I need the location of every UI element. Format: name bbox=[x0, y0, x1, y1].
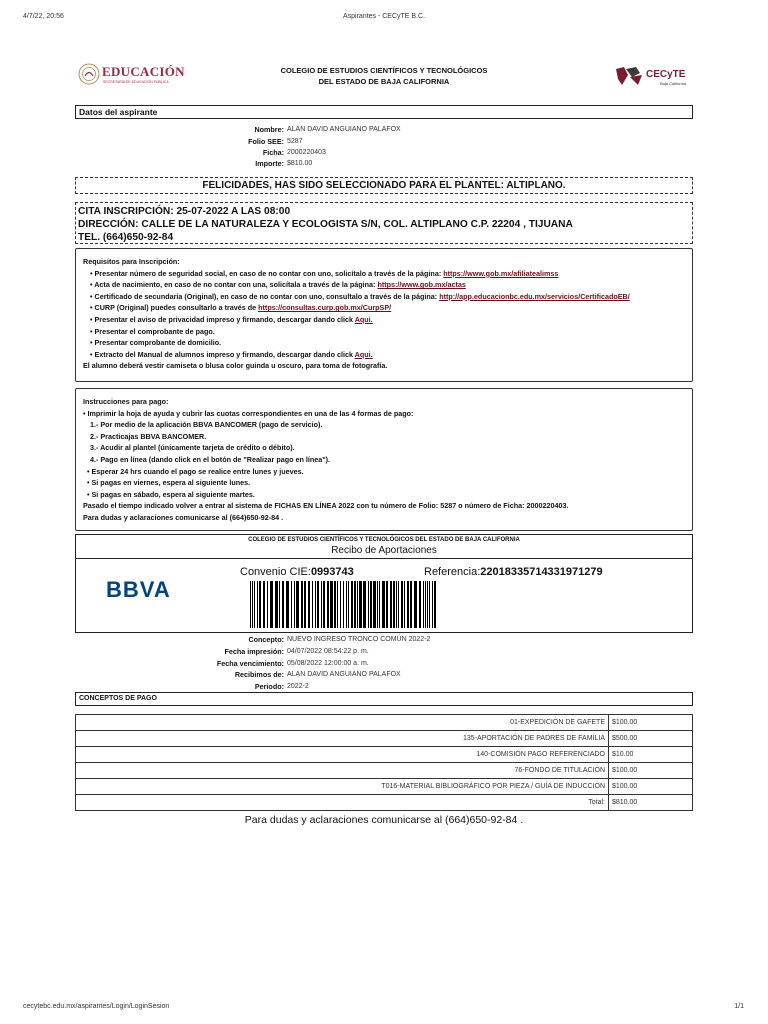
convenio-cie bbox=[240, 566, 354, 578]
print-url: cecytebc.edu.mx/aspirantes/Login/LoginSesion bbox=[23, 1003, 170, 1010]
folio-see-value: 5287 bbox=[287, 138, 303, 145]
ficha-label: Ficha: bbox=[262, 148, 284, 157]
cecyte-emblem-icon bbox=[614, 65, 646, 89]
amount-cell: $100.00 bbox=[609, 763, 693, 779]
recibimos-de-value: ALAN DAVID ANGUIANO PALAFOX bbox=[287, 671, 401, 678]
educacion-logo-text: EDUCACIÓN bbox=[102, 64, 185, 79]
cecyte-logo-text: CECyTE bbox=[646, 69, 686, 80]
header-title-line1: COLEGIO DE ESTUDIOS CIENTÍFICOS Y TECNOLÓGICOS bbox=[280, 66, 488, 75]
table-row bbox=[76, 715, 693, 731]
fecha-vencimiento-value: 05/08/2022 12:00:00 a. m. bbox=[287, 660, 369, 667]
requirement-item: • Presentar comprobante de domicilio. bbox=[90, 338, 222, 348]
receipt-title: Recibo de Aportaciones bbox=[331, 545, 437, 556]
payment-line: • Si pagas en viernes, espera al siguiente lunes. bbox=[87, 478, 251, 488]
requirement-item: • Presentar el aviso de privacidad impreso y firmando, descargar dando click Aqui. bbox=[90, 314, 373, 324]
payment-instructions-title: Instrucciones para pago: bbox=[83, 397, 169, 406]
concept-cell: 140-COMISIÓN PAGO REFERENCIADO bbox=[76, 747, 609, 763]
referencia bbox=[424, 566, 603, 578]
appointment-box bbox=[75, 202, 693, 244]
concept-cell: 135-APORTACIÓN DE PADRES DE FAMILIA bbox=[76, 731, 609, 747]
concepto-label: Concepto: bbox=[248, 635, 284, 644]
requirement-item: • CURP (Original) puedes consultarlo a través de https://consultas.curp.gob.mx/CurpSP/ bbox=[90, 303, 392, 313]
requirements-box bbox=[75, 248, 693, 382]
amount-cell: $10.00 bbox=[609, 747, 693, 763]
privacy-notice-link[interactable]: Aqui. bbox=[354, 314, 373, 324]
requirement-item: • Presentar el comprobante de pago. bbox=[90, 326, 215, 336]
amount-cell: $500.00 bbox=[609, 731, 693, 747]
table-row bbox=[76, 763, 693, 779]
concepts-header bbox=[75, 692, 693, 706]
periodo-label: Periodo: bbox=[254, 682, 284, 691]
requirement-item: • Acta de nacimiento, en caso de no contar con una, solicítala a través de la página: https://www.gob.mx/actas bbox=[90, 280, 466, 290]
payment-line: • Imprimir la hoja de ayuda y cubrir las cuotas correspondientes en una de las 4 formas de pago: bbox=[83, 408, 414, 418]
print-datetime: 4/7/22, 20:56 bbox=[23, 13, 64, 20]
payment-method: 4.- Pago en línea (dando click en el botón de "Realizar pago en línea"). bbox=[90, 454, 331, 464]
payment-method: 3.- Acudir al plantel (únicamente tarjeta de crédito o débito). bbox=[90, 443, 295, 453]
header-title-line2: DEL ESTADO DE BAJA CALIFORNIA bbox=[318, 77, 450, 86]
actas-link[interactable]: https://www.gob.mx/actas bbox=[377, 280, 466, 290]
cecyte-logo-subtext: Baja California bbox=[660, 81, 687, 86]
applicant-section-header bbox=[75, 105, 693, 119]
referencia-value: 22018335714331971279 bbox=[480, 566, 603, 578]
convenio-value: 0993743 bbox=[310, 566, 354, 578]
print-page-number: 1/1 bbox=[734, 1003, 744, 1010]
recibimos-de-label: Recibimos de: bbox=[234, 670, 284, 679]
appointment-address: DIRECCIÓN: CALLE DE LA NATURALEZA Y ECOLOGISTA S/N, COL. ALTIPLANO C.P. 22204 , TIJUANA bbox=[78, 219, 573, 230]
requirement-item: • Presentar número de seguridad social, en caso de no contar con uno, solicítalo a través de la página: https://www.gob.mx/afiliatealimss bbox=[90, 268, 559, 278]
payment-method: 1.- Por medio de la aplicación BBVA BANCOMER (pago de servicio). bbox=[90, 420, 323, 430]
print-tab-title: Aspirantes - CECyTE B.C. bbox=[342, 13, 426, 20]
requirements-note: El alumno deberá vestir camiseta o blusa color guinda u oscuro, para toma de fotografía. bbox=[83, 361, 388, 371]
total-label-cell: Total: bbox=[76, 795, 609, 811]
ficha-value: 2000220403 bbox=[287, 149, 326, 156]
concepto-value: NUEVO INGRESO TRONCO COMÚN 2022-2 bbox=[287, 636, 431, 643]
importe-label: Importe: bbox=[255, 159, 284, 168]
amount-cell: $100.00 bbox=[609, 779, 693, 795]
convenio-label: Convenio CIE: bbox=[240, 566, 311, 578]
receipt-divider bbox=[76, 558, 692, 559]
fecha-impresion-value: 04/07/2022 08:54:22 p. m. bbox=[287, 648, 369, 655]
payment-method: 2.- Practicajas BBVA BANCOMER. bbox=[90, 431, 207, 441]
receipt-institution: COLEGIO DE ESTUDIOS CIENTÍFICOS Y TECNOLÓGICOS DEL ESTADO DE BAJA CALIFORNIA bbox=[248, 537, 520, 543]
concept-cell: 76-FONDO DE TITULACIÓN bbox=[76, 763, 609, 779]
selection-banner bbox=[75, 177, 693, 194]
bbva-logo: BBVA bbox=[106, 577, 171, 602]
concept-cell: 01-EXPEDICIÓN DE GAFETE bbox=[76, 715, 609, 731]
appointment-date: CITA INSCRIPCIÓN: 25-07-2022 A LAS 08:00 bbox=[78, 206, 291, 217]
manual-link[interactable]: Aqui. bbox=[354, 349, 373, 359]
payment-barcode bbox=[250, 581, 438, 628]
periodo-value: 2022-2 bbox=[287, 683, 309, 690]
payment-instructions-box bbox=[75, 388, 693, 531]
table-row bbox=[76, 731, 693, 747]
imss-link[interactable]: https://www.gob.mx/afiliatealimss bbox=[443, 268, 559, 278]
requirement-item: • Certificado de secundaria (Original), en caso de no contar con uno, consultalo a través de la página: http://app.educacionbc.edu.mx/servicios/CertificadoEB/ bbox=[90, 291, 630, 301]
payment-line: • Esperar 24 hrs cuando el pago se realice entre lunes y jueves. bbox=[87, 466, 304, 476]
table-row bbox=[76, 747, 693, 763]
table-row-total bbox=[76, 795, 693, 811]
certificado-link[interactable]: http://app.educacionbc.edu.mx/servicios/CertificadoEB/ bbox=[439, 291, 630, 301]
payment-line: Para dudas y aclaraciones comunicarse al (664)650-92-84 . bbox=[83, 512, 284, 522]
concepts-table bbox=[75, 714, 693, 811]
educacion-logo-subtext: SECRETARÍA DE EDUCACIÓN PÚBLICA bbox=[103, 80, 169, 84]
receipt-box bbox=[75, 534, 693, 633]
fecha-vencimiento-label: Fecha vencimiento: bbox=[216, 659, 284, 668]
footer-contact: Para dudas y aclaraciones comunicarse al (664)650-92-84 . bbox=[244, 814, 524, 826]
folio-see-label: Folio SEE: bbox=[248, 137, 284, 146]
referencia-label: Referencia: bbox=[424, 566, 481, 578]
requirements-title: Requisitos para Inscripción: bbox=[83, 257, 180, 266]
payment-line: Pasado el tiempo indicado volver a entrar al sistema de FICHAS EN LÍNEA 2022 con tu número de Folio: 5287 o número de Ficha: 2000220403. bbox=[83, 501, 569, 511]
applicant-name-label: Nombre: bbox=[254, 125, 284, 134]
concepts-title: CONCEPTOS DE PAGO bbox=[79, 695, 157, 702]
cecyte-logo bbox=[614, 65, 694, 89]
amount-cell: $100.00 bbox=[609, 715, 693, 731]
appointment-phone: TEL. (664)650-92-84 bbox=[78, 232, 174, 243]
fecha-impresion-label: Fecha impresión: bbox=[224, 647, 284, 656]
table-row bbox=[76, 779, 693, 795]
requirement-item: • Extracto del Manual de alumnos impreso y firmando, descargar dando click Aqui. bbox=[90, 349, 373, 359]
applicant-section-title: Datos del aspirante bbox=[79, 107, 158, 117]
payment-line: • Si pagas en sábado, espera al siguiente martes. bbox=[87, 489, 255, 499]
selection-banner-text: FELICIDADES, HAS SIDO SELECCIONADO PARA EL PLANTEL: ALTIPLANO. bbox=[202, 180, 566, 191]
header-title bbox=[230, 65, 538, 87]
curp-link[interactable]: https://consultas.curp.gob.mx/CurpSP/ bbox=[258, 303, 392, 313]
educacion-logo bbox=[78, 63, 188, 87]
applicant-name-value: ALAN DAVID ANGUIANO PALAFOX bbox=[287, 126, 401, 133]
mexico-seal-icon bbox=[78, 63, 100, 85]
concept-cell: T016-MATERIAL BIBLIOGRÁFICO POR PIEZA / GUÍA DE INDUCCIÓN bbox=[76, 779, 609, 795]
importe-value: $810.00 bbox=[287, 160, 313, 167]
total-amount-cell: $810.00 bbox=[609, 795, 693, 811]
